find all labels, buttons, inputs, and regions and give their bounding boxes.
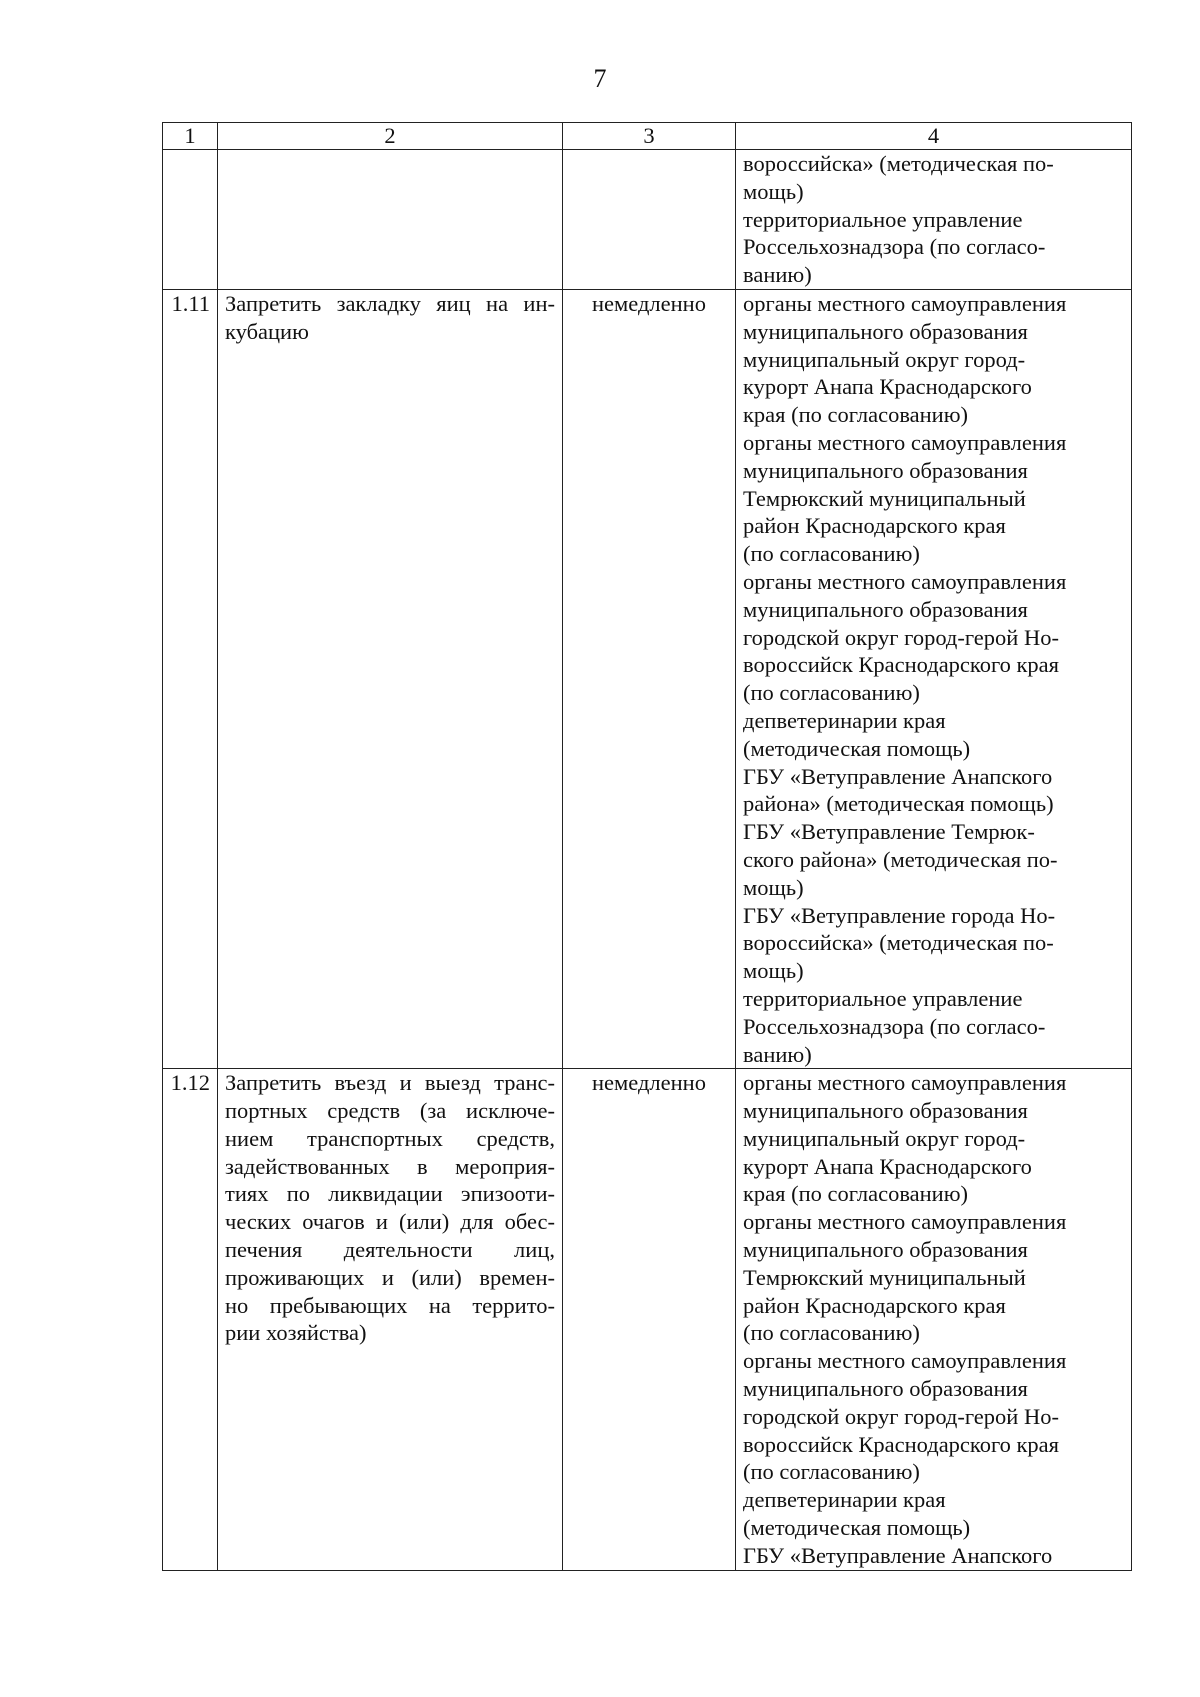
cell-text-line: муниципальный округ город-: [743, 1125, 1026, 1151]
cell-text-line: Запретить закладку яиц на ин-: [225, 290, 555, 316]
measures-table: [162, 122, 1132, 1571]
table-row: [163, 289, 1132, 1068]
cell-text-line: вороссийск Краснодарского края: [743, 1431, 1060, 1457]
cell-text-line: района» (методическая помощь): [743, 791, 1054, 817]
cell-text-line: Темрюкский муниципальный: [743, 1264, 1026, 1290]
cell-text-line: территориальное управление: [743, 206, 1023, 232]
cell-text-line: печения деятельности лиц,: [225, 1237, 555, 1263]
cell-text-line: органы местного самоуправления: [743, 1348, 1067, 1374]
cell-text-line: органы местного самоуправления: [743, 568, 1067, 594]
cell-text-line: мощь): [743, 178, 804, 204]
cell-text-line: ГБУ «Ветуправление Темрюк-: [743, 819, 1035, 845]
cell-text-line: края (по согласованию): [743, 1181, 969, 1207]
continuation-action-cell: [218, 150, 563, 290]
row-responsible: [736, 1069, 1132, 1570]
cell-text-line: рии хозяйства): [225, 1320, 367, 1346]
cell-text-line: органы местного самоуправления: [743, 1209, 1067, 1235]
cell-text-line: муниципального образования: [743, 1237, 1028, 1263]
cell-text-line: курорт Анапа Краснодарского: [743, 374, 1032, 400]
cell-text-line: территориальное управление: [743, 985, 1023, 1011]
cell-text-line: вороссийска» (методическая по-: [743, 930, 1054, 956]
cell-text-line: кубацию: [225, 318, 309, 344]
cell-text-line: городской округ город-герой Но-: [743, 624, 1059, 650]
cell-text-line: (по согласованию): [743, 541, 920, 567]
cell-text-line: (по согласованию): [743, 1459, 920, 1485]
row-number: 1.12: [163, 1069, 218, 1570]
cell-text-line: муниципальный округ город-: [743, 346, 1026, 372]
cell-text-line: нием транспортных средств,: [225, 1125, 555, 1151]
continuation-timing-cell: [563, 150, 736, 290]
cell-text-line: муниципального образования: [743, 1376, 1028, 1402]
table-header-row: [163, 123, 1132, 150]
cell-text-line: депветеринарии края: [743, 1487, 946, 1513]
cell-text-line: курорт Анапа Краснодарского: [743, 1153, 1032, 1179]
cell-text-line: муниципального образования: [743, 1098, 1028, 1124]
table-row: [163, 1069, 1132, 1570]
column-header-2: 2: [218, 123, 563, 150]
cell-text-line: Темрюкский муниципальный: [743, 485, 1026, 511]
cell-text-line: вороссийск Краснодарского края: [743, 652, 1060, 678]
cell-text-line: район Краснодарского края: [743, 513, 1006, 539]
continuation-num-cell: [163, 150, 218, 290]
cell-text-line: ского района» (методическая по-: [743, 846, 1058, 872]
cell-text-line: портных средств (за исключе-: [225, 1098, 555, 1124]
cell-text-line: (методическая помощь): [743, 735, 971, 761]
cell-text-line: ванию): [743, 262, 812, 288]
cell-text-line: муниципального образования: [743, 457, 1028, 483]
row-timing: немедленно: [563, 1069, 736, 1570]
column-header-3: 3: [563, 123, 736, 150]
cell-text-line: Россельхознадзора (по согласо-: [743, 234, 1046, 260]
cell-text-line: (по согласованию): [743, 680, 920, 706]
cell-text-line: ГБУ «Ветуправление города Но-: [743, 902, 1056, 928]
cell-text-line: (по согласованию): [743, 1320, 920, 1346]
cell-text-line: вороссийска» (методическая по-: [743, 151, 1054, 176]
cell-text-line: органы местного самоуправления: [743, 290, 1067, 316]
cell-text-line: задействованных в мероприя-: [225, 1153, 555, 1179]
cell-text-line: городской округ город-герой Но-: [743, 1403, 1059, 1429]
cell-text-line: ГБУ «Ветуправление Анапского: [743, 1542, 1053, 1568]
row-responsible: [736, 289, 1132, 1068]
cell-text-line: органы местного самоуправления: [743, 429, 1067, 455]
row-action: [218, 289, 563, 1068]
cell-text-line: (методическая помощь): [743, 1515, 971, 1541]
row-action: [218, 1069, 563, 1570]
cell-text-line: Запретить въезд и выезд транс-: [225, 1070, 555, 1096]
cell-text-line: ГБУ «Ветуправление Анапского: [743, 763, 1053, 789]
column-header-1: 1: [163, 123, 218, 150]
continuation-row: [163, 150, 1132, 290]
cell-text-line: но пребывающих на террито-: [225, 1292, 555, 1318]
cell-text-line: ческих очагов и (или) для обес-: [225, 1209, 555, 1235]
cell-text-line: проживающих и (или) времен-: [225, 1264, 555, 1290]
continuation-responsible-cell: [736, 150, 1132, 290]
cell-text-line: ванию): [743, 1041, 812, 1067]
cell-text-line: края (по согласованию): [743, 402, 969, 428]
page-number: 7: [593, 64, 607, 93]
cell-text-line: мощь): [743, 874, 804, 900]
cell-text-line: депветеринарии края: [743, 707, 946, 733]
cell-text-line: Россельхознадзора (по согласо-: [743, 1013, 1046, 1039]
cell-text-line: мощь): [743, 958, 804, 984]
column-header-4: 4: [736, 123, 1132, 150]
cell-text-line: тиях по ликвидации эпизооти-: [225, 1181, 555, 1207]
row-timing: немедленно: [563, 289, 736, 1068]
cell-text-line: органы местного самоуправления: [743, 1070, 1067, 1096]
cell-text-line: район Краснодарского края: [743, 1292, 1006, 1318]
cell-text-line: муниципального образования: [743, 318, 1028, 344]
cell-text-line: муниципального образования: [743, 596, 1028, 622]
row-number: 1.11: [163, 289, 218, 1068]
